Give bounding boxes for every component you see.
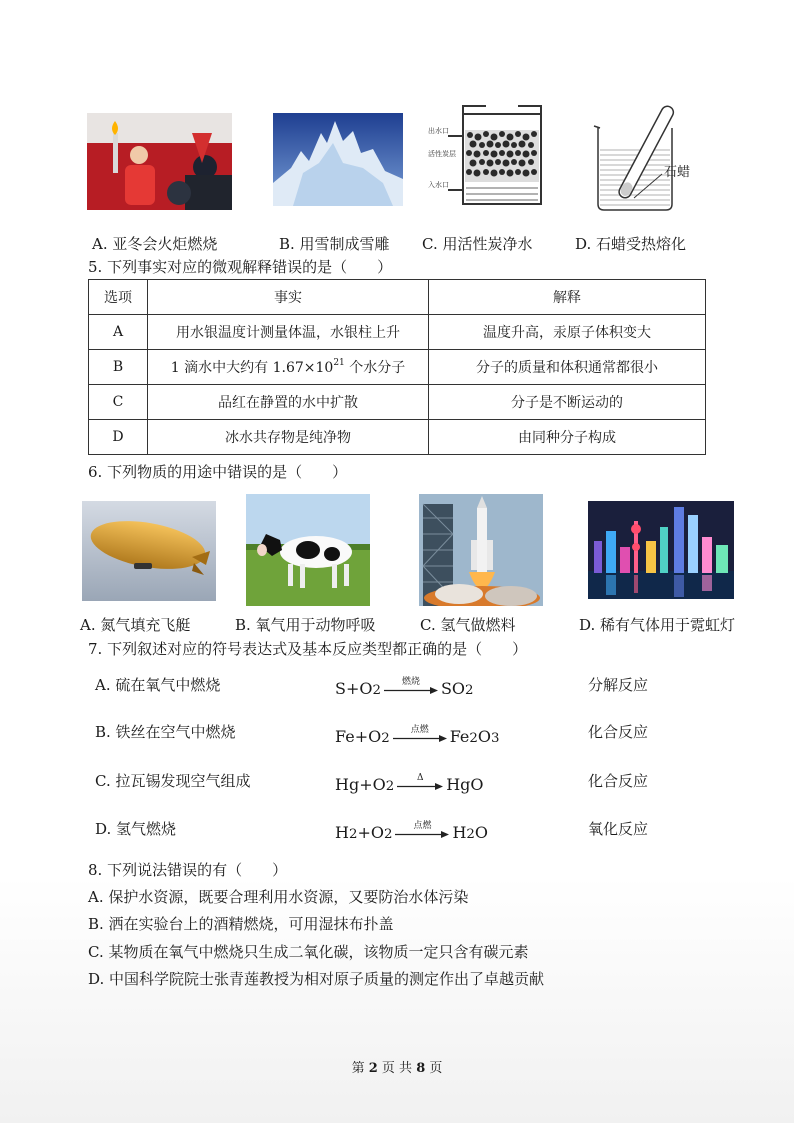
header-fact: 事实	[148, 280, 429, 315]
q7-row-c-desc[interactable]: C. 拉瓦锡发现空气组成	[95, 772, 251, 790]
page-footer: 第 2 页 共 8 页	[351, 1061, 443, 1076]
total-pages: 8	[416, 1061, 426, 1076]
row-option: A	[89, 315, 148, 350]
q7-row-b-desc[interactable]: B. 铁丝在空气中燃烧	[95, 723, 236, 741]
q8-option-d[interactable]: D. 中国科学院院士张青莲教授为相对原子质量的测定作出了卓越贡献	[88, 970, 545, 988]
q7-row-a-desc[interactable]: A. 硫在氧气中燃烧	[95, 676, 221, 694]
q6-option-c[interactable]: C. 氢气做燃料	[420, 616, 516, 634]
table-row	[89, 350, 706, 385]
q5-stem: 5. 下列事实对应的微观解释错误的是（ ）	[88, 258, 393, 276]
q8-option-a[interactable]: A. 保护水资源，既要合理利用水资源，又要防治水体污染	[88, 888, 469, 906]
neon-city-photo	[588, 501, 734, 599]
torch-photo	[87, 113, 232, 210]
reaction-arrow: 燃烧	[384, 677, 438, 694]
wax-label: 石蜡	[664, 165, 691, 180]
q7-row-c-type: 化合反应	[588, 772, 649, 790]
rocket-launch-photo	[419, 494, 543, 606]
row-option: B	[89, 350, 148, 385]
q7-row-a-type: 分解反应	[588, 676, 649, 694]
water-filter-diagram	[428, 102, 558, 214]
q7-stem: 7. 下列叙述对应的符号表达式及基本反应类型都正确的是（ ）	[88, 640, 528, 658]
q6-option-d[interactable]: D. 稀有气体用于霓虹灯	[579, 616, 736, 634]
q8-stem: 8. 下列说法错误的有（ ）	[88, 861, 288, 879]
header-explanation: 解释	[429, 280, 706, 315]
carbon-layer-label: 活性炭层	[428, 150, 456, 158]
row-explanation: 由同种分子构成	[429, 420, 706, 455]
fact-prefix: 1 滴水中大约有 1.67×10	[170, 360, 334, 376]
q6-option-b[interactable]: B. 氧气用于动物呼吸	[235, 616, 376, 634]
q4-option-d[interactable]: D. 石蜡受热熔化	[575, 235, 687, 253]
q7-row-d-desc[interactable]: D. 氢气燃烧	[95, 820, 177, 838]
q7-row-d-equation: H 2 +O 2 点燃 H 2 O	[335, 821, 489, 842]
q6-option-a[interactable]: A. 氮气填充飞艇	[80, 616, 191, 634]
table-header-row	[89, 280, 706, 315]
row-fact	[148, 350, 429, 385]
q7-row-d-type: 氧化反应	[588, 820, 649, 838]
q4-option-a[interactable]: A. 亚冬会火炬燃烧	[92, 235, 218, 253]
cow-photo	[246, 494, 370, 606]
header-option: 选项	[89, 280, 148, 315]
row-option: C	[89, 385, 148, 420]
row-option: D	[89, 420, 148, 455]
q8-option-c[interactable]: C. 某物质在氧气中燃烧只生成二氧化碳，该物质一定只含有碳元素	[88, 943, 529, 961]
q7-row-b-equation: Fe+O 2 点燃 Fe 2 O 3	[335, 725, 500, 746]
q4-option-b[interactable]: B. 用雪制成雪雕	[279, 235, 390, 253]
fact-suffix: 个水分子	[344, 360, 406, 376]
water-in-label: 入水口	[428, 181, 449, 189]
airship-photo	[82, 501, 216, 601]
table-row	[89, 420, 706, 455]
q4-option-c[interactable]: C. 用活性炭净水	[422, 235, 533, 253]
row-fact: 冰水共存物是纯净物	[148, 420, 429, 455]
q7-row-a-equation: S+O 2 燃烧 SO 2	[335, 677, 474, 698]
table-row	[89, 385, 706, 420]
q7-row-b-type: 化合反应	[588, 723, 649, 741]
fact-exponent: 21	[333, 358, 345, 368]
row-explanation: 分子的质量和体积通常都很小	[429, 350, 706, 385]
water-out-label: 出水口	[428, 127, 449, 135]
row-explanation: 温度升高，汞原子体积变大	[429, 315, 706, 350]
q8-option-b[interactable]: B. 洒在实验台上的酒精燃烧，可用湿抹布扑盖	[88, 915, 394, 933]
row-explanation: 分子是不断运动的	[429, 385, 706, 420]
q5-table	[88, 279, 706, 455]
reaction-arrow: 点燃	[395, 821, 449, 838]
table-row	[89, 315, 706, 350]
snow-sculpture-photo	[273, 113, 403, 206]
row-fact: 品红在静置的水中扩散	[148, 385, 429, 420]
q6-stem: 6. 下列物质的用途中错误的是（ ）	[88, 463, 348, 481]
wax-melting-diagram	[590, 100, 705, 212]
q7-row-c-equation: Hg+O 2 Δ HgO	[335, 773, 484, 794]
current-page: 2	[368, 1061, 378, 1076]
reaction-arrow: 点燃	[393, 725, 447, 742]
row-fact: 用水银温度计测量体温，水银柱上升	[148, 315, 429, 350]
reaction-arrow: Δ	[397, 773, 443, 790]
